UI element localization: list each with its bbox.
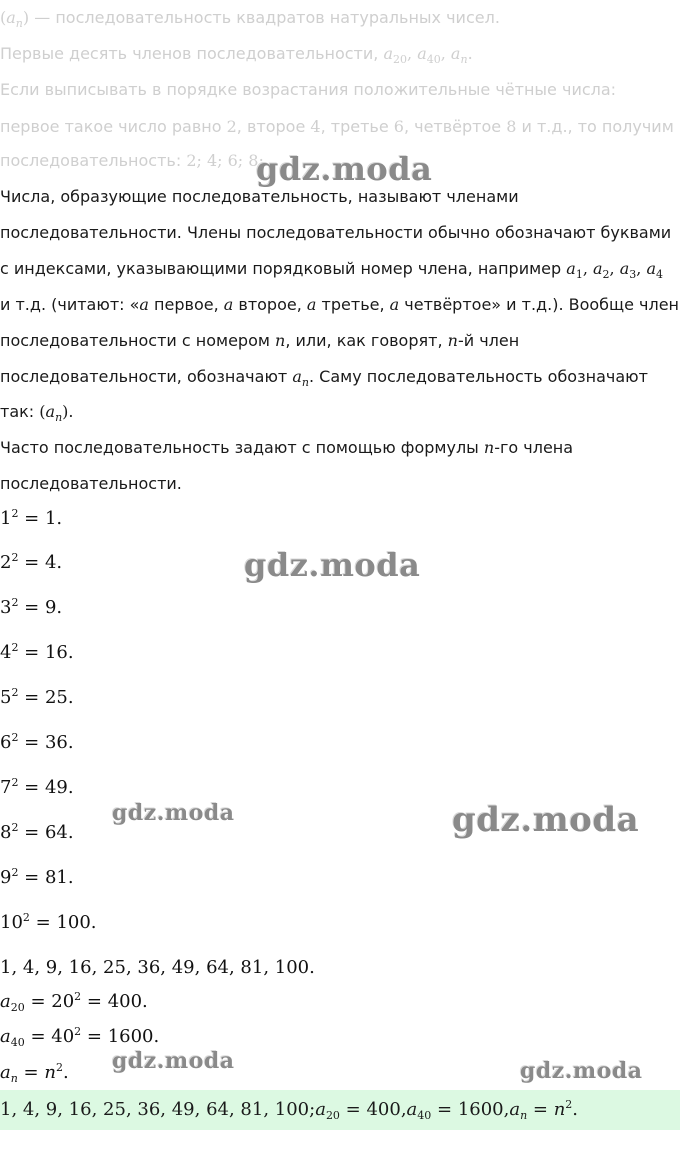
intro-line-5: последовательность: 2; 4; 6; 8; xyxy=(0,151,264,170)
body-line-5: последовательности с номером n, или, как говорят, n-й член xyxy=(0,331,520,350)
watermark: gdz.moda xyxy=(520,1058,643,1084)
square-row: $10^2 = 100$. xyxy=(0,911,97,933)
watermark: gdz.moda xyxy=(244,546,421,584)
intro-line-3: Если выписывать в порядке возрастания положительные чётные числа: xyxy=(0,80,617,99)
intro-line-2: Первые десять членов последовательности, $a_{20}$, $a_{40}$, $a_n$. xyxy=(0,44,473,66)
body-line-6: последовательности, обозначают $a_n$. Саму последовательность обозначают xyxy=(0,367,648,389)
square-row: $7^2 = 49$. xyxy=(0,776,74,798)
body-line-4: и т.д. (читают: «a первое, a второе, a третье, a четвёртое» и т.д.). Вообще член xyxy=(0,295,680,314)
body-line-1: Числа, образующие последовательность, называют членами xyxy=(0,187,519,206)
watermark: gdz.moda xyxy=(452,800,640,840)
square-row: $8^2 = 64$. xyxy=(0,821,74,843)
square-row: $3^2 = 9$. xyxy=(0,596,63,618)
body-line-7: так: $(a_n)$. xyxy=(0,402,74,424)
intro-line-4: первое такое число равно 2, второе 4, третье 6, четвёртое 8 и т.д., то получим xyxy=(0,117,674,136)
body-line-9: последовательности. xyxy=(0,474,182,493)
body-line-3: с индексами, указывающими порядковый номер члена, например $a_1$, $a_2$, $a_3$, $a_4$ xyxy=(0,259,664,281)
watermark: gdz.moda xyxy=(112,1048,235,1074)
square-row: $6^2 = 36$. xyxy=(0,731,74,753)
square-row: $1^2 = 1$. xyxy=(0,507,63,529)
square-row: $5^2 = 25$. xyxy=(0,686,74,708)
watermark: gdz.moda xyxy=(256,150,433,188)
answer-box: 1, 4, 9, 16, 25, 36, 49, 64, 81, $100;a_{20} = 400,a_{40} = 1600,a_n = n^2$. xyxy=(0,1090,680,1130)
intro-line-1: $(a_n)$ — последовательность квадратов натуральных чисел. xyxy=(0,8,500,30)
square-row: $4^2 = 16$. xyxy=(0,641,74,663)
watermark: gdz.moda xyxy=(112,800,235,826)
sequence-line: 1, 4, 9, 16, 25, 36, 49, 64, 81, 100. xyxy=(0,957,315,978)
body-line-2: последовательности. Члены последовательности обычно обозначают буквами xyxy=(0,223,672,242)
square-row: $9^2 = 81$. xyxy=(0,866,74,888)
body-line-8: Часто последовательность задают с помощью формулы n-го члена xyxy=(0,438,574,457)
formula-an: $a_n = n^2$. xyxy=(0,1061,69,1085)
formula-a40: $a_{40} = 40^2 = 1600$. xyxy=(0,1025,160,1049)
square-row: $2^2 = 4$. xyxy=(0,551,63,573)
formula-a20: $a_{20} = 20^2 = 400$. xyxy=(0,990,148,1014)
